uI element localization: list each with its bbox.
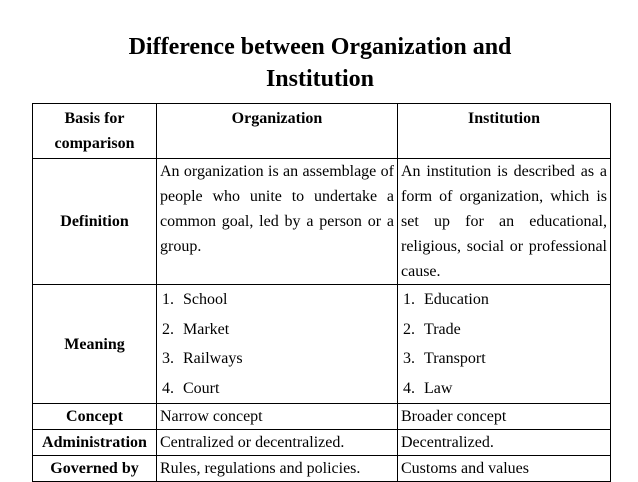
title-line-2: Institution: [265, 66, 375, 92]
concept-institution: Broader concept: [398, 404, 611, 430]
basis-governed-by: Governed by: [33, 456, 157, 482]
meaning-organization-list: [160, 285, 394, 403]
basis-administration: Administration: [33, 430, 157, 456]
header-row: [33, 104, 611, 159]
header-institution: Institution: [398, 104, 611, 159]
administration-institution: Decentralized.: [398, 430, 611, 456]
governed-by-organization: Rules, regulations and policies.: [157, 456, 398, 482]
header-basis-line-1: Basis for: [64, 110, 125, 127]
governed-by-institution: Customs and values: [398, 456, 611, 482]
slide-title: [40, 31, 600, 95]
basis-definition: Definition: [33, 159, 157, 285]
meaning-institution-list: [401, 285, 607, 403]
list-item: 3. Transport: [403, 350, 486, 367]
list-item: 3. Railways: [162, 350, 243, 367]
meaning-organization: [157, 285, 398, 404]
list-item: 4. Law: [403, 379, 453, 397]
definition-institution: An institution is described as a form of organization, which is set up for an educational, religious, social or professional cause.: [398, 159, 611, 285]
list-item: 4. Court: [162, 379, 220, 397]
list-item: 2. Market: [162, 320, 230, 338]
list-item: 1. School: [162, 291, 228, 308]
title-line-1: Difference between Organization and: [128, 34, 512, 60]
meaning-institution: [398, 285, 611, 404]
comparison-table: [32, 103, 611, 482]
row-definition: [33, 159, 611, 285]
header-basis: [33, 104, 157, 159]
list-item: 1. Education: [403, 291, 489, 308]
administration-organization: Centralized or decentralized.: [157, 430, 398, 456]
list-item: 2. Trade: [403, 320, 461, 338]
concept-organization: Narrow concept: [157, 404, 398, 430]
row-meaning: [33, 285, 611, 404]
row-administration: [33, 430, 611, 456]
basis-meaning: Meaning: [33, 285, 157, 404]
definition-organization: An organization is an assemblage of people who unite to undertake a common goal, led by a person or a group.: [157, 159, 398, 285]
header-organization: Organization: [157, 104, 398, 159]
header-basis-line-2: comparison: [54, 135, 135, 152]
row-concept: [33, 404, 611, 430]
basis-concept: Concept: [33, 404, 157, 430]
